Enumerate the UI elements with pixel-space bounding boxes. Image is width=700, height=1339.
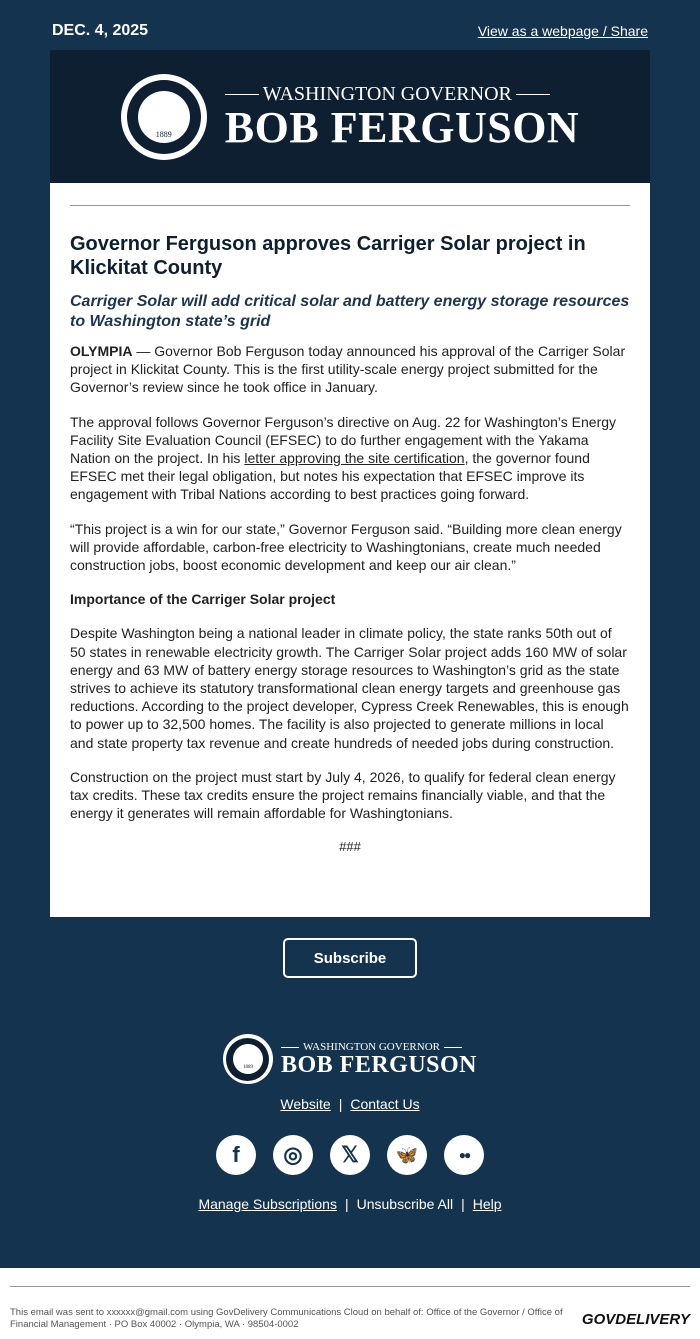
state-seal-icon: 1889 [121,74,207,160]
bluesky-icon[interactable]: 🦋 [387,1135,427,1175]
header-banner [50,50,650,183]
manage-subscriptions-link[interactable]: Manage Subscriptions [198,1196,337,1212]
flickr-icon[interactable]: ●● [444,1135,484,1175]
govdelivery-logo[interactable]: GOVDELIVERY [581,1310,690,1328]
paragraph: Despite Washington being a national leader in climate policy, the state ranks 50th out of 50 states in renewable electricity growth. The Carriger Solar project adds 160 MW of solar energy and 63 MW of battery energy storage resources to Washington’s grid as the state strives to achieve its statutory transformational clean energy targets and greenhouse gas reductions. According to the project developer, Cypress Creek Renewables, this is enough to power up to 32,500 homes. The facility is also projected to generate millions in local and state property tax revenue and create hundreds of needed jobs during construction. [70,625,629,751]
disclaimer: This email was sent to xxxxxx@gmail.com using GovDelivery Communications Cloud on behalf of: Office of the Governor / Office of Financial Management · PO Box 40002 · Olympia, WA · 98504-0002 [10,1307,563,1330]
article-subtitle: Carriger Solar will add critical solar and battery energy storage resources to Washington state’s grid [70,293,630,330]
social-links [0,1135,700,1175]
paragraph: The approval follows Governor Ferguson’s directive on Aug. 22 for Washington’s Energy Facility Site Evaluation Council (EFSEC) to do further engagement with the Yakama Nation on the project. In his letter approving the site certification, the governor found EFSEC met their legal obligation, but notes his expectation that EFSEC improve its engagement with Tribal Nations according to best practices going forward. [70,413,617,503]
paragraph: OLYMPIA — Governor Bob Ferguson today announced his approval of the Carriger Solar project in Klickitat County. This is the first utility-scale energy project submitted for the Governor’s review since he took office in January. [70,343,626,396]
article-title: Governor Ferguson approves Carriger Solar project in Klickitat County [70,233,586,279]
letter-link[interactable]: letter approving the site certification [244,450,465,467]
logo-text: WASHINGTON GOVERNOR BOB FERGUSON [224,83,580,152]
view-webpage-link[interactable]: View as a webpage / Share [477,23,648,39]
divider [10,1286,690,1287]
end-marker: ### [339,839,361,855]
subscribe-button[interactable]: Subscribe [283,938,417,978]
paragraph: Construction on the project must start by July 4, 2026, to qualify for federal clean energy tax credits. These tax credits ensure the project remains financially viable, and that the energy it generates will remain affordable for Washingtonians. [70,768,616,822]
divider [70,205,630,206]
email-body: DEC. 4, 2025 View as a webpage / Share 1889 WASHINGTON GOVERNOR BOB FERGUSON Governor Ferguson approves Carriger Solar project in Klickitat County Carriger Solar will add critical solar and battery energy storage resources to Washington state’s grid OLYMPIA — Governor Bob Ferguson today announced his approval of the Carriger Solar project in Klickitat County. This is the first utility-scale energy project submitted for the Governor’s review since he took office in January. The approval follows Governor Ferguson’s directive on Aug. 22 for Washington’s Energy Facility Site Evaluation Council (EFSEC) to do further engagement with the Yakama Nation on the project. In his letter approving the site certification, the governor found EFSEC met their legal obligation, but notes his expectation that EFSEC improve its engagement with Tribal Nations according to best practices going forward. “This project is a win for our state,” Governor Ferguson said. “Building more clean energy will provide affordable, carbon-free electricity to Washingtonians, create much needed construction jobs, boost economic development and keep our air clean.” Importance of the Carriger Solar project Despite Washington being a national leader in climate policy, the state ranks 50th out of 50 states in renewable electricity growth. The Carriger Solar project adds 160 MW of solar energy and 63 MW of battery energy storage resources to Washington’s grid as the state strives to achieve its statutory transformational clean energy targets and greenhouse gas reductions. According to the project developer, Cypress Creek Renewables, this is enough to power up to 32,500 homes. The facility is also projected to generate millions in local and state property tax revenue and create hundreds of needed jobs during construction. Construction on the project must start by July 4, 2026, to qualify for federal clean energy tax credits. These tax credits ensure the project remains financially viable, and that the energy it generates will remain affordable for Washingtonians. ### Subscribe 1889 WASHINGTON GOVERNOR BOB FERGUSON Website | Contact Us f ◎ 𝕏 🦋 ●● Manage Subscriptions | Unsubscribe All | Help [0,0,700,1268]
footer-logo: 1889 WASHINGTON GOVERNOR BOB FERGUSON [0,1034,700,1084]
paragraph: “This project is a win for our state,” Governor Ferguson said. “Building more clean energy will provide affordable, carbon-free electricity to Washingtonians, create much needed construction jobs, boost economic development and keep our air clean.” [70,520,622,574]
state-seal-icon: 1889 [223,1034,273,1084]
help-link[interactable]: Help [472,1196,502,1212]
date: DEC. 4, 2025 [52,22,149,39]
website-link[interactable]: Website [280,1096,331,1112]
x-icon[interactable]: 𝕏 [330,1135,370,1175]
section-heading: Importance of the Carriger Solar project [70,591,336,608]
instagram-icon[interactable]: ◎ [273,1135,313,1175]
facebook-icon[interactable]: f [216,1135,256,1175]
unsubscribe-all-link[interactable]: Unsubscribe All [356,1196,454,1212]
contact-link[interactable]: Contact Us [350,1096,420,1112]
article [50,183,650,917]
